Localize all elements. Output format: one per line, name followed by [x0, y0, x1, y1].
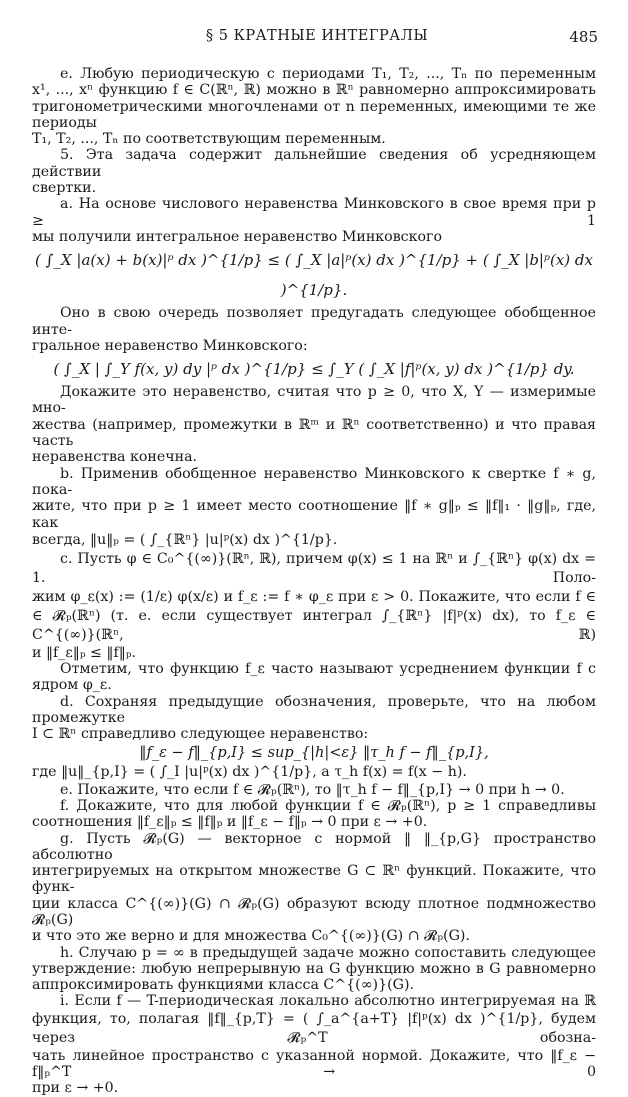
text-line: g. Пусть 𝓡ₚ(G) — векторное с нормой ‖ ‖_{p,G} пространство абсолютно	[32, 830, 596, 863]
text-line: функция, то, полагая ‖f‖_{p,T} = ( ∫_a^{a+T} |f|ᵖ(x) dx )^{1/p}, будем через 𝓡ₚ^T обозна-	[32, 1010, 596, 1046]
text-line: жим φ_ε(x) := (1/ε) φ(x/ε) и f_ε := f ∗ φ_ε при ε > 0. Покажите, что если f ∈	[32, 588, 596, 605]
text-line: гральное неравенство Минковского:	[32, 337, 308, 354]
text-line: Отметим, что функцию f_ε часто называют усреднением функции f с ядром φ_ε.	[32, 661, 596, 694]
page-number: 485	[569, 28, 598, 46]
running-head: § 5 КРАТНЫЕ ИНТЕГРАЛЫ	[205, 28, 429, 44]
text-line: e. Покажите, что если f ∈ 𝓡ₚ(ℝⁿ), то ‖τ_h f − f‖_{p,I} → 0 при h → 0.	[60, 781, 565, 798]
text-line: жите, что при p ≥ 1 имеет место соотношение ‖f ∗ g‖ₚ ≤ ‖f‖₁ · ‖g‖ₚ, где, как	[32, 498, 596, 531]
text-line: и что это же верно и для множества C₀^{(∞)}(G) ∩ 𝓡ₚ(G).	[32, 928, 470, 945]
text-line: d. Сохраняя предыдущие обозначения, проверьте, что на любом промежутке	[32, 693, 596, 727]
text-line: чать линейное пространство с указанной нормой. Докажите, что ‖f_ε − f‖ₚ^T → 0	[32, 1047, 596, 1081]
text-line: I ⊂ ℝⁿ справедливо следующее неравенство:	[32, 726, 369, 743]
text-line: где ‖u‖_{p,I} = ( ∫_I |u|ᵖ(x) dx )^{1/p}, а τ_h f(x) = f(x − h).	[32, 763, 467, 780]
text-line: e. Любую периодическую с периодами T₁, T₂, ..., Tₙ по переменным	[60, 66, 596, 82]
text-line: жества (например, промежутки в ℝᵐ и ℝⁿ соответственно) и что правая часть	[32, 416, 596, 450]
page-header	[36, 28, 598, 50]
minkowski-inequality-formula: ( ∫_X |a(x) + b(x)|ᵖ dx )^{1/p} ≤ ( ∫_X |a|ᵖ(x) dx )^{1/p} + ( ∫_X |b|ᵖ(x) dx )^{1/p}.	[35, 251, 593, 300]
text-line: Оно в свою очередь позволяет предугадать следующее обобщенное инте-	[32, 305, 596, 338]
text-line: T₁, T₂, ..., Tₙ по соответствующим переменным.	[32, 131, 386, 148]
text-line: ∈ 𝓡ₚ(ℝⁿ) (т. е. если существует интеграл ∫_{ℝⁿ} |f|ᵖ(x) dx), то f_ε ∈ C^{(∞)}(ℝⁿ, ℝ)	[32, 607, 596, 643]
generalized-minkowski-formula: ( ∫_X | ∫_Y f(x, y) dy |ᵖ dx )^{1/p} ≤ ∫_Y ( ∫_X |f|ᵖ(x, y) dx )^{1/p} dy.	[53, 360, 575, 379]
text-line: при ε → +0.	[32, 1080, 119, 1097]
text-line: Докажите это неравенство, считая что p ≥ 0, что X, Y — измеримые мно-	[32, 384, 596, 417]
text-line: b. Применив обобщенное неравенство Минковского к свертке f ∗ g, пока-	[32, 465, 596, 498]
text-line: f. Докажите, что для любой функции f ∈ 𝓡ₚ(ℝⁿ), p ≥ 1 справедливы	[60, 797, 596, 814]
text-line: и ‖f_ε‖ₚ ≤ ‖f‖ₚ.	[32, 644, 137, 661]
text-line: аппроксимировать функциями класса C^{(∞)}(G).	[32, 977, 415, 994]
text-line: соотношения ‖f_ε‖ₚ ≤ ‖f‖ₚ и ‖f_ε − f‖ₚ → 0 при ε → +0.	[32, 814, 428, 831]
text-line: ции класса C^{(∞)}(G) ∩ 𝓡ₚ(G) образуют всюду плотное подмножество 𝓡ₚ(G)	[32, 895, 596, 928]
text-line: мы получили интегральное неравенство Минковского	[32, 228, 443, 245]
text-line: i. Если f — T-периодическая локально абсолютно интегрируемая на ℝ	[60, 993, 596, 1010]
text-line: неравенства конечна.	[32, 449, 198, 466]
text-line: 5. Эта задача содержит дальнейшие сведения об усредняющем действии	[32, 147, 596, 180]
text-line: тригонометрическими многочленами от n переменных, имеющими те же периоды	[32, 98, 596, 131]
norm-definition-line: всегда, ‖u‖ₚ = ( ∫_{ℝⁿ} |u|ᵖ(x) dx )^{1/p}.	[32, 531, 338, 548]
text-line: x¹, ..., xⁿ функцию f ∈ C(ℝⁿ, ℝ) можно в ℝⁿ равномерно аппроксимировать	[32, 82, 596, 99]
text-line: интегрируемых на открытом множестве G ⊂ ℝⁿ функций. Покажите, что функ-	[32, 863, 596, 896]
text-line: свертки.	[32, 180, 97, 197]
text-line: утверждение: любую непрерывную на G функцию можно в G равномерно	[32, 960, 596, 977]
text-line: c. Пусть φ ∈ C₀^{(∞)}(ℝⁿ, ℝ), причем φ(x) ≤ 1 на ℝⁿ и ∫_{ℝⁿ} φ(x) dx = 1. Поло-	[32, 550, 596, 586]
text-line: a. На основе числового неравенства Минковского в свое время при p ≥ 1	[32, 196, 596, 229]
text-line: h. Случаю p = ∞ в предыдущей задаче можно сопоставить следующее	[60, 944, 596, 961]
page-body	[32, 66, 596, 1097]
averaging-inequality-formula: ‖f_ε − f‖_{p,I} ≤ sup_{|h|<ε} ‖τ_h f − f‖_{p,I},	[139, 744, 489, 761]
